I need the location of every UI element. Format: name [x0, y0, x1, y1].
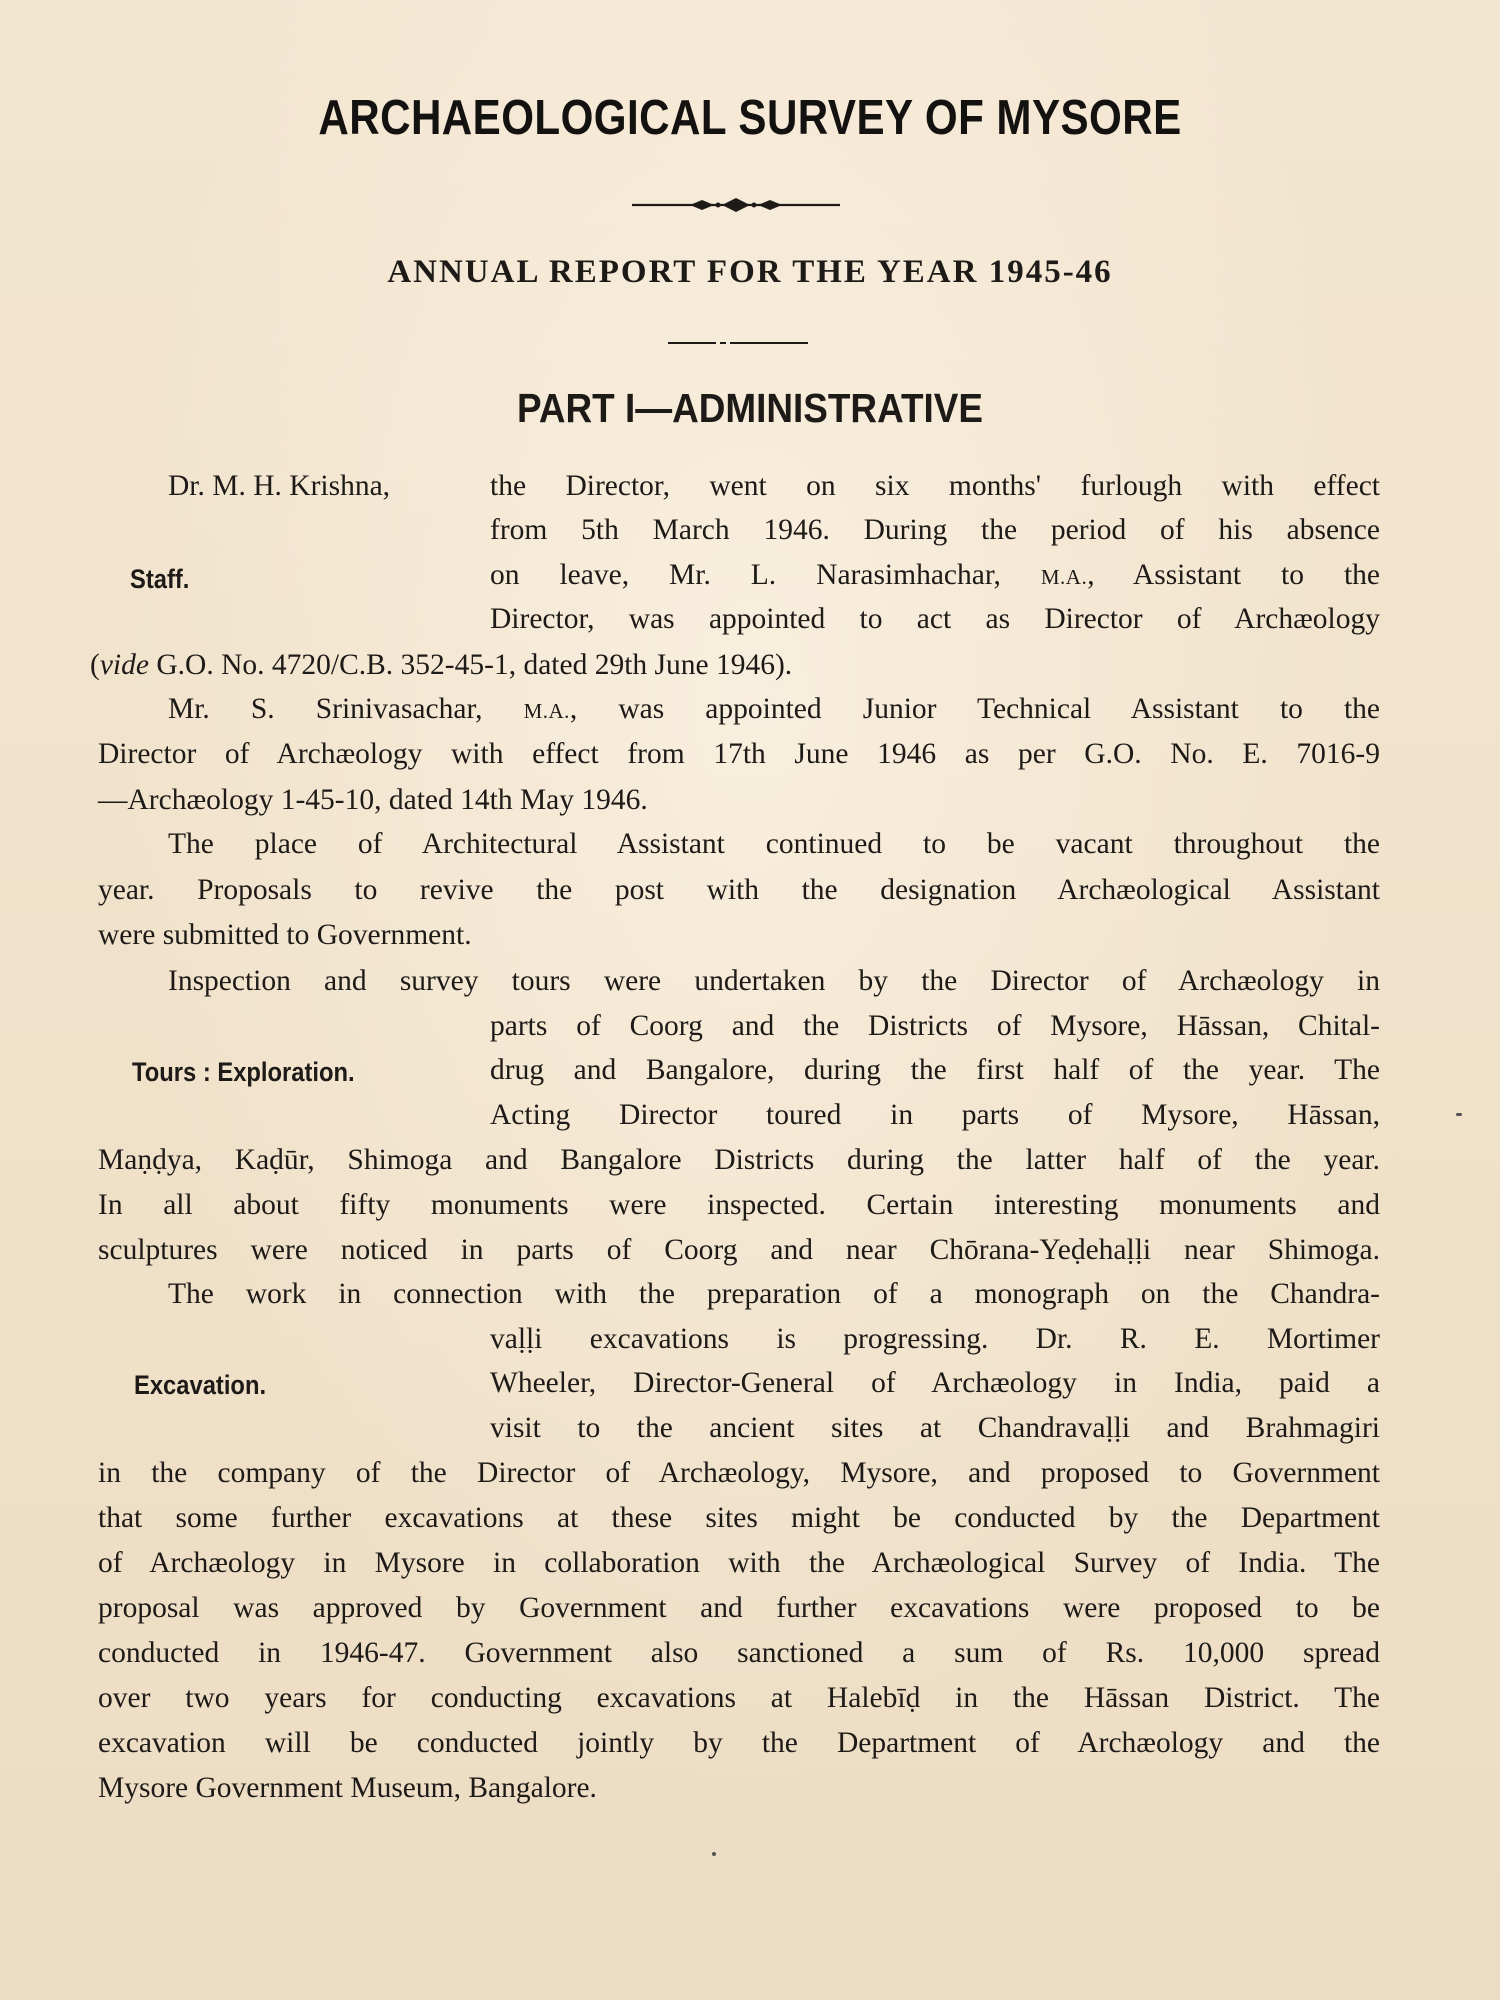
document-title: ARCHAEOLOGICAL SURVEY OF MYSORE — [318, 91, 1182, 145]
report-subtitle: ANNUAL REPORT FOR THE YEAR 1945-46 — [387, 254, 1113, 290]
para5-line-1: The work in connection with the preparation of a monograph on the Chandra- — [168, 1278, 1380, 1310]
para1-line-4: Director, was appointed to act as Director of Archæology — [490, 603, 1380, 635]
para3-line-3: were submitted to Government. — [98, 919, 472, 951]
para1-line-5: (vide G.O. No. 4720/C.B. 352-45-1, dated 29th June 1946). — [90, 649, 793, 681]
para1-line-3: on leave, Mr. L. Narasimhachar, M.A., Assistant to the — [490, 559, 1380, 591]
para2-line-2: Director of Archæology with effect from 17th June 1946 as per G.O. No. E. 7016-9 — [98, 738, 1380, 770]
para5-line-12: Mysore Government Museum, Bangalore. — [98, 1772, 597, 1804]
para1-line-2: from 5th March 1946. During the period of his absence — [490, 514, 1380, 546]
para3-line-2: year. Proposals to revive the post with the designation Archæological Assistant — [98, 874, 1380, 906]
para5-line-5: in the company of the Director of Archæology, Mysore, and proposed to Government — [98, 1457, 1380, 1489]
para5-line-4: visit to the ancient sites at Chandravaḷḷi and Brahmagiri — [490, 1412, 1380, 1444]
para2-line-3: —Archæology 1-45-10, dated 14th May 1946. — [98, 784, 648, 816]
para4-line-3: drug and Bangalore, during the first half of the year. The — [490, 1054, 1380, 1086]
part-heading: PART I—ADMINISTRATIVE — [516, 385, 984, 431]
para1-line-1: the Director, went on six months' furlough with effect — [490, 470, 1380, 502]
para5-line-8: proposal was approved by Government and further excavations were proposed to be — [98, 1592, 1380, 1624]
para4-line-4: Acting Director toured in parts of Mysore, Hāssan, — [490, 1099, 1380, 1131]
para5-line-6: that some further excavations at these sites might be conducted by the Department — [98, 1502, 1380, 1534]
para3-line-1: The place of Architectural Assistant continued to be vacant throughout the — [168, 828, 1380, 860]
para4-line-5: Maṇḍya, Kaḍūr, Shimoga and Bangalore Districts during the latter half of the year. — [98, 1144, 1380, 1176]
margin-mark — [1456, 1113, 1462, 1116]
para5-line-11: excavation will be conducted jointly by the Department of Archæology and the — [98, 1727, 1380, 1759]
para5-line-3: Wheeler, Director-General of Archæology in India, paid a — [490, 1367, 1380, 1399]
para5-line-9: conducted in 1946-47. Government also sanctioned a sum of Rs. 10,000 spread — [98, 1637, 1380, 1669]
para4-line-7: sculptures were noticed in parts of Coorg and near Chōrana-Yeḍehaḷḷi near Shimoga. — [98, 1234, 1380, 1266]
para5-line-7: of Archæology in Mysore in collaboration with the Archæological Survey of India. The — [98, 1547, 1380, 1579]
side-heading-tours: Tours : Exploration. — [132, 1057, 355, 1087]
para5-line-2: vaḷḷi excavations is progressing. Dr. R. E. Mortimer — [490, 1323, 1380, 1355]
short-divider — [668, 340, 808, 346]
para4-line-2: parts of Coorg and the Districts of Mysore, Hāssan, Chital- — [490, 1010, 1380, 1042]
para5-line-10: over two years for conducting excavations at Halebīḍ in the Hāssan District. The — [98, 1682, 1380, 1714]
para1-lead: Dr. M. H. Krishna, — [168, 470, 391, 502]
page-speck — [712, 1852, 716, 1856]
para2-line-1: Mr. S. Srinivasachar, M.A., was appointed Junior Technical Assistant to the — [168, 693, 1381, 725]
para4-line-1: Inspection and survey tours were undertaken by the Director of Archæology in — [168, 965, 1380, 997]
side-heading-staff: Staff. — [130, 564, 190, 594]
side-heading-excavation: Excavation. — [134, 1370, 267, 1400]
para4-line-6: In all about fifty monuments were inspected. Certain interesting monuments and — [98, 1189, 1380, 1221]
ornament-divider — [630, 196, 842, 214]
